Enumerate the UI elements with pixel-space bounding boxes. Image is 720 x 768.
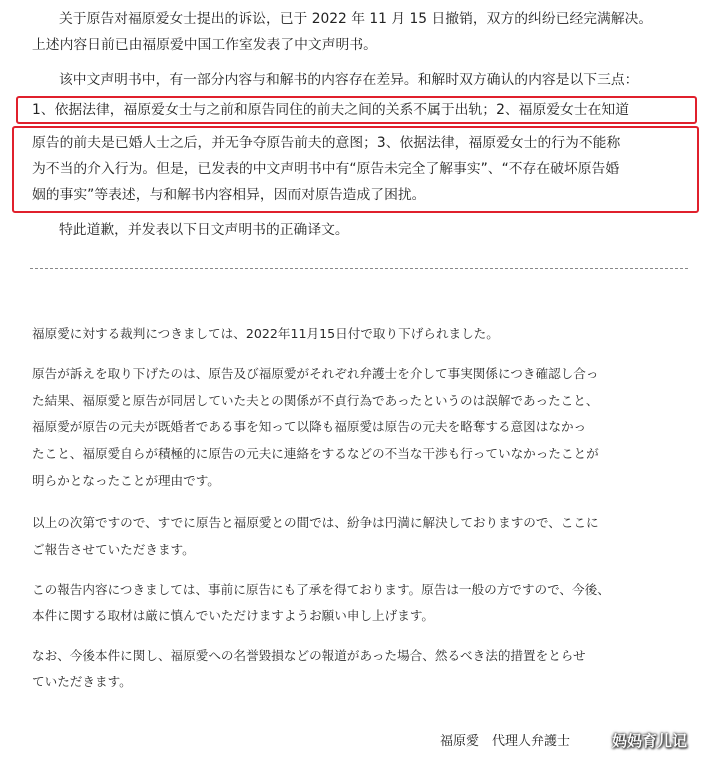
cn-para2-line1: 该中文声明书中，有一部分内容与和解书的内容存在差异。和解时双方确认的内容是以下三点： — [59, 72, 639, 88]
jp-para2-line1: 原告が訴えを取り下げたのは、原告及び福原愛がそれぞれ弁護士を介して事実関係につき確認し合っ — [32, 366, 599, 381]
jp-para3-line2: ご報告させていただきます。 — [32, 542, 195, 557]
highlight-box-1 — [16, 96, 697, 124]
jp-para5-line1: なお、今後本件に関し、福原愛への名誉毀損などの報道があった場合、然るべき法的措置をとらせ — [32, 648, 586, 663]
section-divider — [30, 268, 688, 269]
cn-para2-line2: 1、依据法律，福原爱女士与之前和原告同住的前夫之间的关系不属于出轨；2、福原爱女士在知道 — [32, 102, 630, 118]
jp-para3-line1: 以上の次第ですので、すでに原告と福原愛との間では、紛争は円満に解決しておりますので、ここに — [32, 515, 599, 530]
cn-para3: 特此道歉，并发表以下日文声明书的正确译文。 — [59, 222, 349, 238]
watermark-text: 妈妈育儿记 — [612, 732, 688, 750]
cn-para1-line2: 上述内容日前已由福原爱中国工作室发表了中文声明书。 — [32, 37, 377, 53]
jp-para1: 福原愛に対する裁判につきましては、2022年11月15日付で取り下げられました。 — [32, 326, 499, 341]
jp-para2-line3: 福原愛が原告の元夫が既婚者である事を知って以降も福原愛は原告の元夫を略奪する意図はなかっ — [32, 419, 587, 434]
signature: 福原愛 代理人弁護士 — [440, 734, 571, 749]
highlight-box-2 — [12, 126, 699, 213]
jp-para4-line2: 本件に関する取材は厳に慎んでいただけますようお願い申し上げます。 — [32, 608, 434, 623]
cn-para1-line1: 关于原告对福原爱女士提出的诉讼，已于 2022 年 11 月 15 日撤销，双方的纠纷已经完满解决。 — [59, 11, 653, 27]
cn-para2-line4: 为不当的介入行为。但是，已发表的中文声明书中有“原告未完全了解事实”、“不存在破坏原告婚 — [32, 161, 620, 177]
jp-para2-line4: たこと、福原愛自らが積極的に原告の元夫に連絡をするなどの不当な干渉も行っていなかったことが — [32, 446, 599, 461]
jp-para2-line2: た結果、福原愛と原告が同居していた夫との関係が不貞行為であったというのは誤解であったこと、 — [32, 393, 599, 408]
jp-para2-line5: 明らかとなったことが理由です。 — [32, 473, 220, 488]
cn-para2-line3: 原告的前夫是已婚人士之后，并无争夺原告前夫的意图；3、依据法律，福原爱女士的行为不能称 — [32, 135, 621, 151]
jp-para4-line1: この報告内容につきましては、事前に原告にも了承を得ております。原告は一般の方ですので、今後、 — [32, 582, 610, 597]
jp-para5-line2: ていただきます。 — [32, 674, 132, 689]
cn-para2-line5: 姻的事实”等表述，与和解书内容相异，因而对原告造成了困扰。 — [32, 187, 426, 203]
